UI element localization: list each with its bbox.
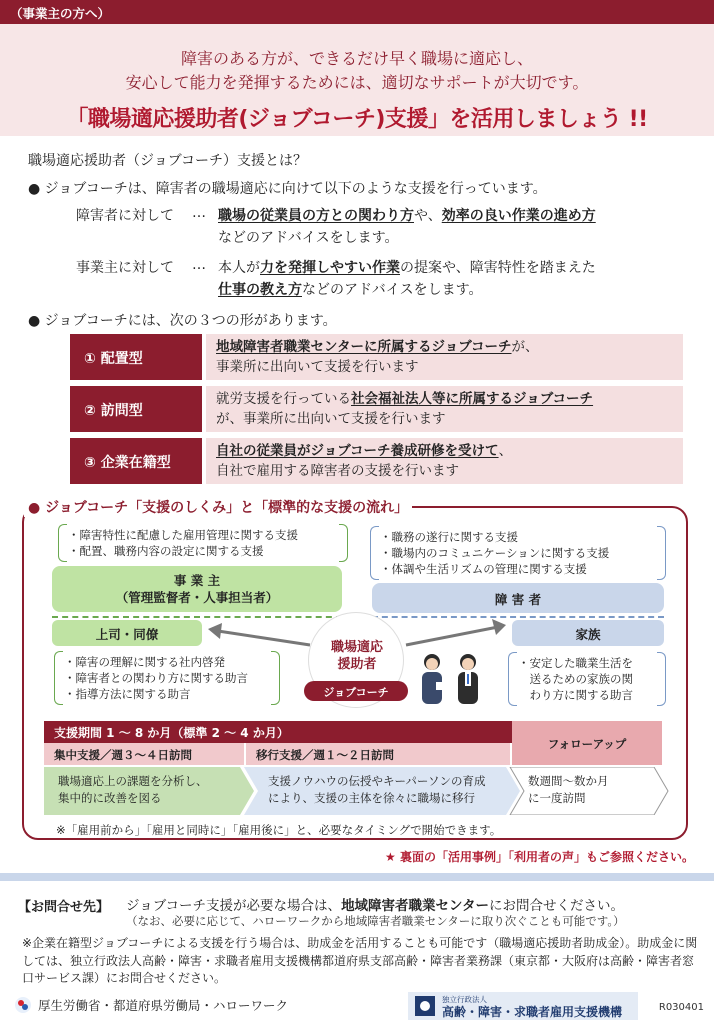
- ministry-logo-icon: [14, 996, 32, 1014]
- type-desc: [206, 386, 683, 432]
- type-post: 、: [498, 443, 513, 459]
- tie: [467, 674, 469, 684]
- type-desc-line-1: [216, 389, 673, 409]
- mechanism-title: ● ジョブコーチ「支援のしくみ」と「標準的な支援の流れ」: [24, 497, 412, 517]
- to-disabled-text-1: や、: [414, 208, 442, 224]
- type-desc-line-2: が、事業所に出向いて支援を行います: [216, 411, 446, 427]
- contact-post: にお問合せください。: [489, 898, 625, 914]
- family-support-item: わり方に関する助言: [518, 688, 633, 702]
- type-desc-line-2: 自社で雇用する障害者の支援を行います: [216, 463, 459, 479]
- type-desc: [206, 334, 683, 380]
- type-desc-line-1: [216, 441, 673, 461]
- to-disabled-label: 障害者に対して: [76, 208, 174, 224]
- footer-ministry-text: 厚生労働省・都道府県労働局・ハローワーク: [38, 998, 289, 1013]
- phase-intensive-label: 集中支援／週３～４日訪問: [44, 743, 246, 765]
- logo-circle: [420, 1001, 430, 1011]
- phase-followup-label: フォローアップ: [512, 721, 662, 765]
- phase-desc-line: 集中的に改善を図る: [58, 791, 162, 805]
- intro-bullet-2-text: ジョブコーチには、次の３つの形があります。: [44, 313, 337, 329]
- to-employer-line-2: [218, 279, 482, 299]
- phase-desc-line: により、支援の主体を徐々に職場に移行: [268, 791, 475, 805]
- timing-note: ※「雇用前から」「雇用と同時に」「雇用後に」と、必要なタイミングで開始できます。: [56, 823, 502, 837]
- audience-tag: （事業主の方へ）: [10, 6, 111, 21]
- contact-label: 【お問合せ先】: [18, 900, 110, 915]
- jeed-prefix: 独立行政法人: [442, 995, 487, 1004]
- to-employer-label: 事業主に対して: [76, 260, 174, 276]
- phase-desc-line: 支援ノウハウの伝授やキーパーソンの育成: [268, 774, 486, 788]
- footer-jeed: [408, 992, 638, 1020]
- underline-efficiency: 効率の良い作業の進め方: [441, 208, 596, 224]
- coworker-support-list: [54, 651, 280, 705]
- type-label: ② 訪問型: [70, 386, 202, 432]
- family-support-item: ・安定した職業生活を: [518, 656, 633, 670]
- family-support-item: 送るための家族の関: [518, 672, 633, 686]
- phase-desc-line: に一度訪問: [528, 791, 586, 805]
- to-employer-text-1: の提案や、障害特性を踏まえた: [400, 260, 596, 276]
- underline-ability: 力を発揮しやすい作業: [260, 260, 400, 276]
- family-support-list: [508, 652, 666, 706]
- employer-box-title: 事 業 主: [173, 573, 221, 588]
- footer-ministry: [14, 996, 288, 1014]
- type-row-placement: [70, 334, 683, 380]
- support-period-bar: 支援期間 1 ～ 8 か月（標準 2 ～ 4 か月）: [44, 721, 512, 743]
- header-bar: [0, 0, 714, 24]
- jeed-name: 高齢・障害・求職者雇用支援機構: [442, 1005, 623, 1019]
- hero-section: [0, 24, 714, 136]
- to-employer-line-1: [218, 257, 596, 277]
- coach-label: [309, 639, 405, 673]
- to-employer-text-0: 本人が: [218, 260, 260, 276]
- paper: [436, 682, 448, 690]
- disabled-person-box: 障 害 者: [372, 583, 664, 613]
- hero-line-2: 安心して能力を発揮するためには、適切なサポートが大切です。: [125, 73, 589, 92]
- family-box: 家族: [512, 620, 664, 646]
- contact-pre: ジョブコーチ支援が必要な場合は、: [126, 898, 342, 914]
- phase-desc-line: 数週間～数か月: [528, 774, 609, 788]
- contact-center-name: 地域障害者職業センター: [341, 898, 490, 914]
- to-employer-dots: …: [192, 257, 206, 273]
- employer-box: [52, 566, 342, 612]
- contact-subnote: （なお、必要に応じて、ハローワークから地域障害者職業センターに取り次ぐことも可能です。）: [126, 914, 625, 928]
- to-disabled-line-2: などのアドバイスをします。: [218, 230, 399, 246]
- underline-teaching: 仕事の教え方: [218, 282, 302, 298]
- disabled-support-list: [370, 526, 666, 580]
- to-employer-text-2: などのアドバイスをします。: [302, 282, 483, 298]
- phase-transition-desc: [256, 767, 512, 815]
- jeed-logo-icon: [414, 995, 436, 1017]
- disabled-support-item: ・職務の遂行に関する支援: [380, 530, 518, 544]
- arrow-to-employer: [218, 631, 310, 645]
- type-post: が、: [511, 339, 539, 355]
- subsidy-note: ※企業在籍型ジョブコーチによる支援を行う場合は、助成金を活用することも可能です（職場適応援助者助成金）。助成金に関しては、独立行政法人高齢・障害・求職者雇用支援機構都道府県支部高齢・障害者業務課（東京都・大阪府は高齢・障害者窓口サービス課）にお問合せください。: [22, 936, 698, 985]
- employer-box-subtitle: （管理監督者・人事担当者）: [115, 590, 279, 605]
- contact-text: [126, 894, 624, 914]
- arrowhead-left: [208, 623, 222, 639]
- phase-desc-line: 職場適応上の課題を分析し、: [58, 774, 208, 788]
- type-row-visiting: [70, 386, 683, 432]
- arrow-to-disabled: [406, 627, 498, 645]
- document-code: R030401: [658, 1002, 704, 1013]
- type-underline: 自社の従業員がジョブコーチ養成研修を受けて: [216, 443, 499, 459]
- type-row-in-house: [70, 438, 683, 484]
- job-coach-tag: ジョブコーチ: [304, 681, 408, 701]
- intro-question: 職場適応援助者（ジョブコーチ）支援とは？: [28, 153, 308, 169]
- disabled-support-item: ・体調や生活リズムの管理に関する支援: [380, 562, 587, 576]
- coach-label-line-2: 援助者: [337, 657, 377, 672]
- phase-followup-desc: [516, 767, 656, 815]
- hero-line-1: 障害のある方が、できるだけ早く職場に適応し、: [180, 49, 533, 68]
- coworker-support-item: ・指導方法に関する助言: [64, 687, 191, 701]
- phase-intensive-desc: [46, 767, 242, 815]
- reference-note: ★ 裏面の「活用事例」「利用者の声」もご参照ください。: [385, 850, 694, 864]
- coworker-support-item: ・障害の理解に関する社内啓発: [64, 655, 225, 669]
- people-illustration: [414, 652, 494, 712]
- coworker-support-item: ・障害者との関わり方に関する助言: [64, 671, 248, 685]
- mechanism-title-text: ジョブコーチ「支援のしくみ」と「標準的な支援の流れ」: [45, 500, 409, 516]
- type-underline: 地域障害者職業センターに所属するジョブコーチ: [216, 339, 512, 355]
- underline-relations: 職場の従業員の方との関わり方: [218, 208, 414, 224]
- to-disabled-line-1: [218, 205, 596, 225]
- type-label: ③ 企業在籍型: [70, 438, 202, 484]
- coach-label-line-1: 職場適応: [330, 640, 383, 655]
- person-1-face: [426, 658, 438, 670]
- type-desc-line-2: 事業所に出向いて支援を行います: [216, 359, 419, 375]
- employer-support-list: [58, 524, 348, 562]
- employer-support-item: ・障害特性に配慮した雇用管理に関する支援: [68, 528, 298, 542]
- contact-divider-bar: [0, 873, 714, 881]
- phase-transition-label: 移行支援／週１～２日訪問: [246, 743, 512, 765]
- intro-bullet-1-text: ジョブコーチは、障害者の職場適応に向けて以下のような支援を行っています。: [44, 181, 547, 197]
- type-pre: 就労支援を行っている: [216, 391, 351, 407]
- person-2-face: [462, 658, 474, 670]
- to-disabled-dots: …: [192, 205, 206, 221]
- boss-coworker-box: 上司・同僚: [52, 620, 202, 646]
- type-desc-line-1: [216, 337, 673, 357]
- disabled-support-item: ・職場内のコミュニケーションに関する支援: [380, 546, 610, 560]
- arrowhead-right: [492, 619, 506, 635]
- type-underline: 社会福祉法人等に所属するジョブコーチ: [351, 391, 594, 407]
- type-label: ① 配置型: [70, 334, 202, 380]
- logo-dot-blue: [22, 1004, 28, 1010]
- type-desc: [206, 438, 683, 484]
- employer-support-item: ・配置、職務内容の設定に関する支援: [68, 544, 264, 558]
- intro-bullet-2: ● ジョブコーチには、次の３つの形があります。: [28, 313, 337, 329]
- intro-bullet-1: ● ジョブコーチは、障害者の職場適応に向けて以下のような支援を行っています。: [28, 181, 547, 197]
- hero-headline: 「職場適応援助者(ジョブコーチ)支援」を活用しましょう !!: [66, 107, 648, 132]
